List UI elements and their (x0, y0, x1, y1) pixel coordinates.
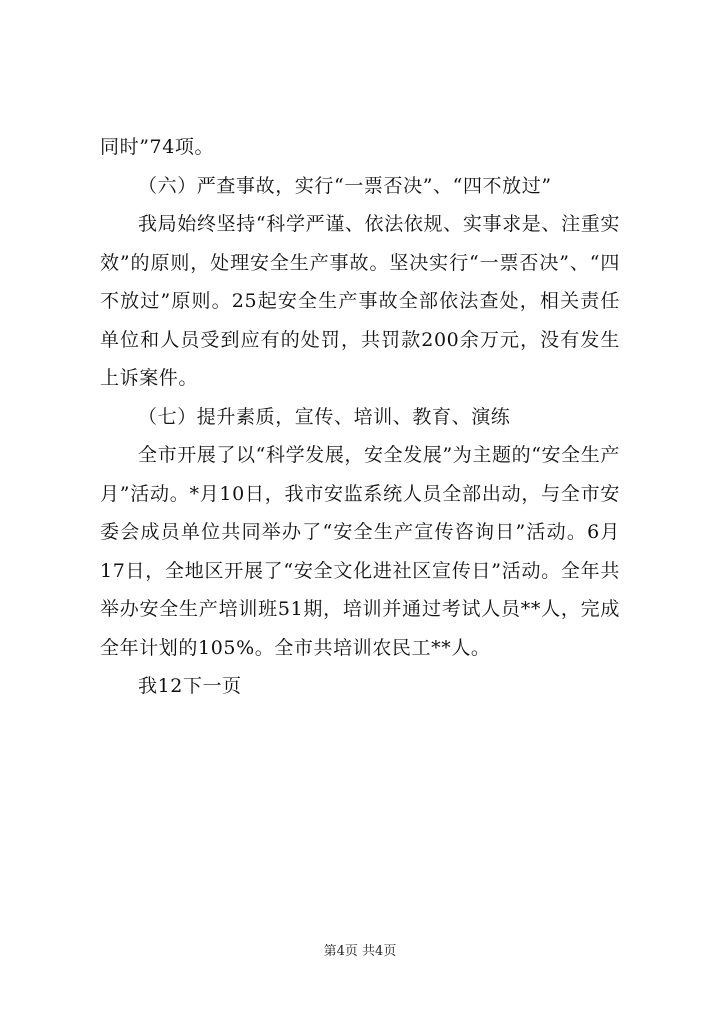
paragraph-continuation: 同时”74项。 (100, 136, 215, 158)
section-heading-seven: （七）提升素质，宣传、培训、教育、演练 (138, 405, 511, 428)
page-footer: 第4页 共4页 (323, 944, 397, 959)
section-heading-six: （六）严查事故，实行“一票否决”、“四不放过” (138, 174, 552, 197)
paragraph-next-page: 我12下一页 (138, 675, 242, 697)
paragraph-accident-handling: 我局始终坚持“科学严谨、依法依规、实事求是、注重实效”的原则，处理安全生产事故。坚决实行“一票否决”、“四不放过”原则。25起安全生产事故全部依法查处，相关责任单位和人员受到应有的处罚，共罚款200余万元，没有发生上诉案件。 (100, 213, 620, 389)
document-body (100, 128, 620, 706)
paragraph-safety-month: 全市开展了以“科学发展，安全发展”为主题的“安全生产月”活动。*月10日，我市安监系统人员全部出动，与全市安委会成员单位共同举办了“安全生产宣传咨询日”活动。6月17日，全地区开展了“安全文化进社区宣传日”活动。全年共举办安全生产培训班51期，培训并通过考试人员**人，完成全年计划的105%。全市共培训农民工**人。 (100, 444, 620, 659)
